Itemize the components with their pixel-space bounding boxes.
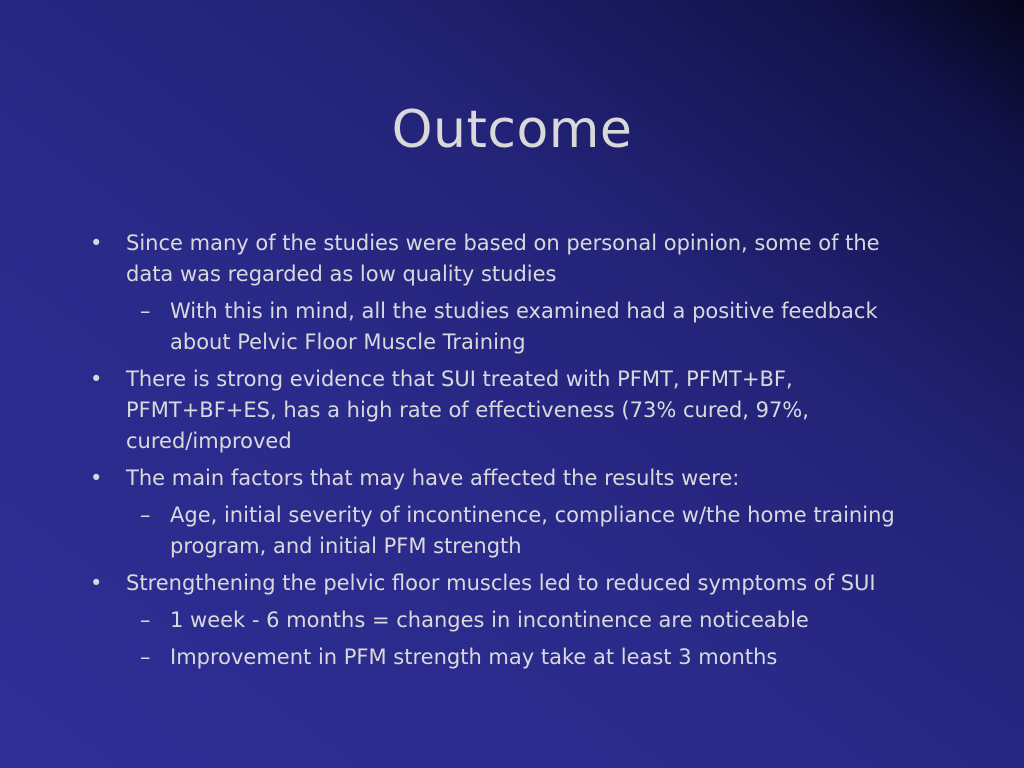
bullet-item (90, 364, 930, 457)
bullet-list (90, 228, 930, 679)
bullet-item (90, 228, 930, 290)
dash-marker: – (140, 299, 151, 323)
bullet-text: Since many of the studies were based on personal opinion, some of the data was regarded as low quality studies (126, 231, 880, 286)
bullet-marker: • (90, 367, 103, 391)
dash-marker: – (140, 608, 151, 632)
dash-marker: – (140, 503, 151, 527)
sub-bullet-item (90, 605, 930, 636)
bullet-item (90, 463, 930, 494)
bullet-text: Strengthening the pelvic floor muscles led to reduced symptoms of SUI (126, 571, 876, 595)
sub-bullet-item (90, 296, 930, 358)
sub-bullet-item (90, 500, 930, 562)
sub-bullet-item (90, 642, 930, 673)
bullet-marker: • (90, 231, 103, 255)
bullet-marker: • (90, 571, 103, 595)
bullet-text: There is strong evidence that SUI treated with PFMT, PFMT+BF, PFMT+BF+ES, has a high rate of effectiveness (73% cured, 97%, cured/improved (126, 367, 809, 453)
dash-marker: – (140, 645, 151, 669)
sub-bullet-text: With this in mind, all the studies examined had a positive feedback about Pelvic Floor Muscle Training (170, 299, 878, 354)
bullet-item (90, 568, 930, 599)
sub-bullet-text: Improvement in PFM strength may take at least 3 months (170, 645, 778, 669)
sub-bullet-text: 1 week - 6 months = changes in incontinence are noticeable (170, 608, 809, 632)
bullet-marker: • (90, 466, 103, 490)
bullet-text: The main factors that may have affected the results were: (126, 466, 740, 490)
slide-title: Outcome (391, 100, 633, 160)
sub-bullet-text: Age, initial severity of incontinence, compliance w/the home training program, and initial PFM strength (170, 503, 895, 558)
